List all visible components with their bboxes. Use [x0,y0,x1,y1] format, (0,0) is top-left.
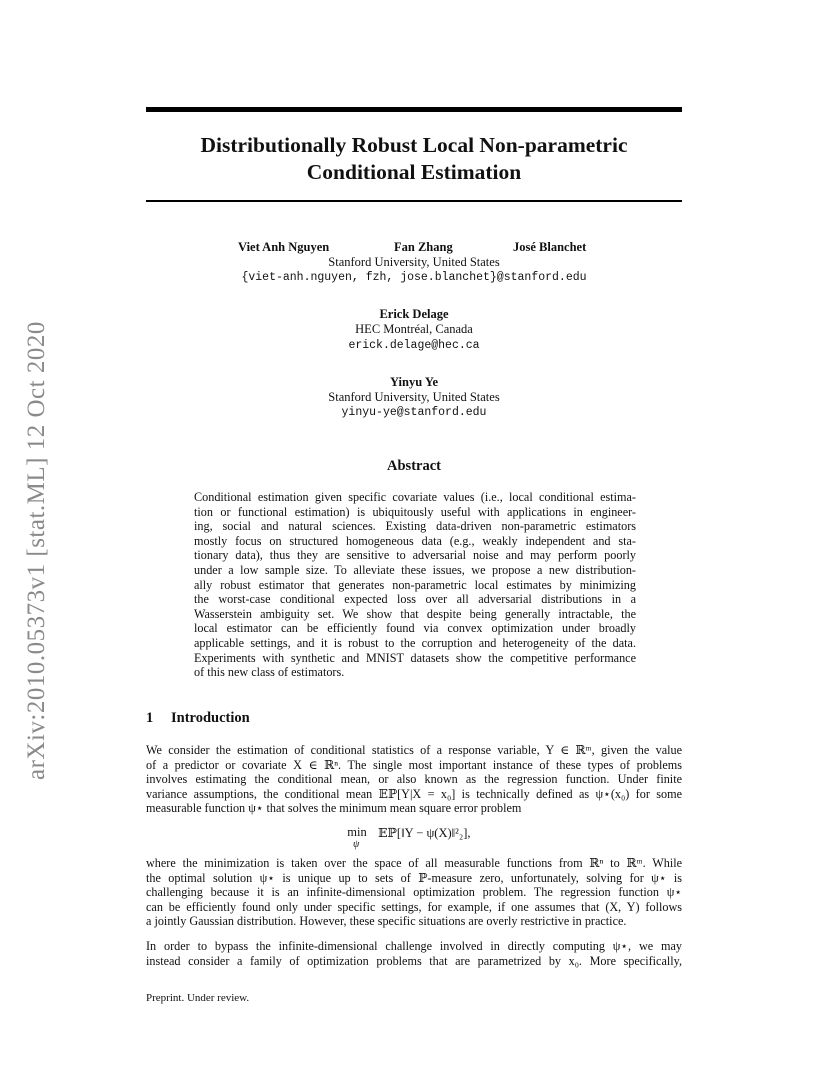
abstract-body [194,490,636,680]
section-heading [146,710,682,727]
arxiv-identifier-stamp: arXiv:2010.05373v1 [stat.ML] 12 Oct 2020 [23,321,50,780]
body-line: can be efficiently found only under specific settings, for example, if one assumes that (X, Y) follows [146,899,682,914]
author-name: Erick Delage [379,307,449,321]
affiliation: HEC Montréal, Canada [355,322,473,336]
abstract-line: tionary data), thus they are sensitive to adversarial noise and may perform poorly [194,548,636,563]
abstract-line: the worst-case conditional expected loss over all adversarial distributions in a [194,592,636,607]
abstract-line: Conditional estimation given specific covariate values (i.e., local conditional estima- [194,490,636,504]
affiliation: Stanford University, United States [328,255,500,269]
body-line: instead consider a family of optimization problems that are parametrized by x₀. More specifically, [146,953,682,968]
abstract-line: local estimator can be efficiently found via convex optimization under broadly [194,621,636,636]
author-row [146,240,682,256]
body-line: of a predictor or covariate X ∈ ℝⁿ. The single most important instance of these types of problems [146,757,682,772]
abstract-line: tion or functional estimation) is ubiquitously useful with applications in engineer- [194,504,636,519]
body-paragraph [146,743,682,816]
body-line: challenging because it is an infinite-dimensional optimization problem. The regression function ψ⋆ [146,885,682,900]
author-email: erick.delage@hec.ca [348,339,480,352]
body-line: We consider the estimation of conditional statistics of a response variable, Y ∈ ℝᵐ, given the value [146,743,682,757]
section-number: 1 [146,710,154,726]
title-line: Distributionally Robust Local Non-parametric [200,133,628,157]
paper-title [146,132,682,186]
abstract-heading: Abstract [387,458,441,474]
author-name: José Blanchet [513,240,587,254]
equation-expression: 𝔼ℙ[‖Y − ψ(X)‖²₂], [378,826,471,840]
section-title: Introduction [171,710,250,726]
body-line: involves estimating the conditional mean, or also known as the regression function. Under finite [146,772,682,787]
body-line: measurable function ψ⋆ that solves the minimum mean square error problem [146,801,522,816]
author-email: {viet-anh.nguyen, fzh, jose.blanchet}@stanford.edu [241,271,587,284]
affiliation: Stanford University, United States [328,390,500,404]
equation-mmse [146,822,682,854]
body-line: the optimal solution ψ⋆ is unique up to sets of ℙ-measure zero, unfortunately, solving for ψ⋆ is [146,870,682,885]
abstract-line: of this new class of estimators. [194,665,345,680]
body-line: where the minimization is taken over the space of all measurable functions from ℝⁿ to ℝᵐ. While [146,856,682,870]
body-line: variance assumptions, the conditional mean 𝔼ℙ[Y|X = x₀] is technically defined as ψ⋆(x₀) for some [146,786,682,801]
preprint-footer: Preprint. Under review. [146,992,250,1004]
title-line: Conditional Estimation [306,160,522,184]
author-name: Fan Zhang [394,240,453,254]
abstract-line: Experiments with synthetic and MNIST datasets show the competitive performance [194,650,636,665]
title-top-rule [146,107,682,112]
abstract-line: ally robust estimator that generates non-parametric local estimates by minimizing [194,577,636,592]
title-bottom-rule [146,200,682,202]
abstract-line: applicable settings, and it is robust to the corruption and heterogeneity of the data. [194,635,636,650]
author-name: Viet Anh Nguyen [238,240,330,254]
body-line: In order to bypass the infinite-dimensional challenge involved in directly computing ψ⋆, we may [146,939,682,953]
abstract-line: mostly focus on structured homogeneous data (e.g., weakly independent and sta- [194,533,636,548]
body-paragraph [146,939,682,968]
abstract-line: ing, social and natural sciences. Existing data-driven non-parametric estimators [194,519,636,534]
body-paragraph [146,856,682,929]
equation-operator: min [347,825,367,839]
equation-subscript: ψ [353,839,360,850]
body-line: a jointly Gaussian distribution. However, these specific situations are overly restrictive in practice. [146,914,627,929]
abstract-line: Wasserstein ambiguity set. We show that despite being generally intractable, the [194,606,636,621]
abstract-line: under a low sample size. To alleviate these issues, we propose a new distribution- [194,562,636,577]
author-name: Yinyu Ye [389,375,439,389]
author-email: yinyu-ye@stanford.edu [341,406,487,419]
